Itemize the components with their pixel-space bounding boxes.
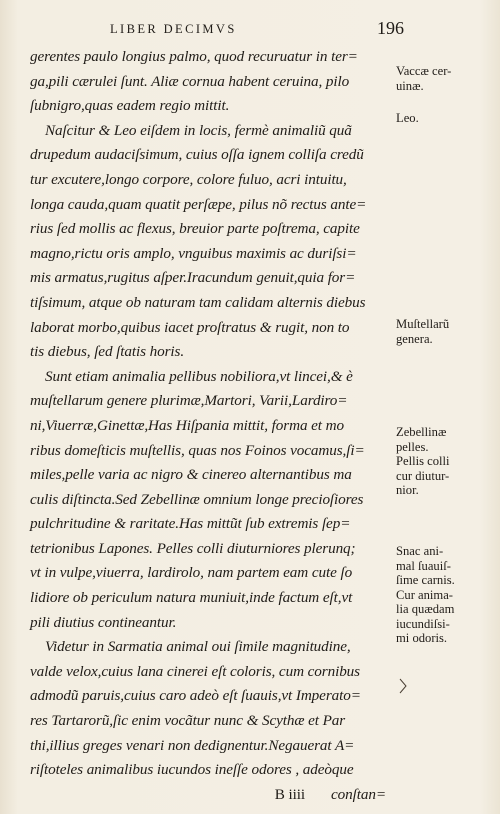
text-line: ſubnigro,quas eadem regio mittit.: [30, 97, 230, 115]
marginal-line: ſime carnis.: [396, 573, 455, 587]
text-line: valde velox,cuius lana cinerei eſt coloris, cum cornibus: [30, 662, 360, 680]
catchword: conſtan=: [330, 785, 386, 803]
text-line: res Tartarorũ,ſic enim vocãtur nunc & Scythæ et Par: [30, 712, 346, 730]
marginal-line: Leo.: [396, 111, 419, 125]
marginal-line: Zebellinæ: [396, 425, 447, 439]
running-head: LIBER DECIMVS: [110, 22, 237, 36]
text-line: lidiore ob periculum natura muniuit,inde factum eſt,vt: [30, 589, 353, 607]
text-line: thi,illius greges venari non dedignentur.Negauerat A=: [30, 736, 355, 754]
text-line: gerentes paulo longius palmo, quod recuruatur in ter=: [30, 48, 358, 65]
text-line: mis armatus,rugitus aſper.Iracundum genuit,quia for=: [30, 269, 356, 287]
text-line: tis diebus, ſed ſtatis horis.: [30, 343, 185, 361]
text-line: longa cauda,quam quatit perſæpe, pilus nõ rectus ante=: [30, 195, 367, 213]
marginal-note-leo: [396, 111, 419, 126]
text-line: laborat morbo,quibus iacet proſtratus & rugit, non to: [30, 318, 350, 336]
text-line: admodũ paruis,cuius caro adeò eſt ſuauis,vt Imperato=: [30, 687, 361, 705]
text-line: Naſcitur & Leo eiſdem in locis, fermè animaliũ quã: [45, 121, 352, 139]
marginal-line: Vaccæ cer-: [396, 64, 452, 78]
marginal-note-snac: [396, 544, 455, 646]
text-line: tur excutere,longo corpore, colore fuluo, acri intuitu,: [30, 170, 347, 188]
text-line: Videtur in Sarmatia animal oui ſimile magnitudine,: [45, 638, 351, 656]
page-number: 196: [377, 18, 404, 38]
text-line: riſtoteles animalibus iucundos ineſſe odores , adeòque: [30, 761, 354, 779]
marginal-line: uinæ.: [396, 78, 424, 93]
text-line: pulchritudine & raritate.Has mittũt ſub extremis ſep=: [30, 515, 351, 533]
text-line: pili diutius contineantur.: [30, 613, 177, 631]
marginal-line: Snac ani-: [396, 544, 444, 558]
marginal-line: Cur anima-: [396, 587, 454, 602]
text-line: miles,pelle varia ac nigro & cinereo alternantibus ma: [30, 466, 352, 484]
marginal-note-zebellinae: [396, 425, 450, 498]
text-line: muſtellarum genere plurimæ,Martori, Varii,Lardiro=: [30, 392, 348, 410]
pointing-mark-icon: [398, 678, 408, 698]
text-line: vt in vulpe,viuerra, lardirolo, nam partem eam cute ſo: [30, 564, 353, 582]
text-line: culis diſtincta.Sed Zebellinæ omnium longe precioſiores: [30, 490, 364, 508]
marginal-line: genera.: [396, 331, 433, 346]
text-line: tetrionibus Lapones. Pelles colli diuturniores plerunq;: [30, 539, 356, 557]
text-line: ni,Viuerræ,Ginettæ,Has Hiſpania mittit, forma et mo: [30, 416, 344, 434]
marginal-line: lia quædam: [396, 602, 455, 616]
text-line: magno,rictu oris amplo, vnguibus maximis ac duriſsi=: [30, 244, 357, 262]
marginal-line: mi odoris.: [396, 631, 448, 645]
marginal-line: pelles.: [396, 439, 429, 454]
text-line: tiſsimum, atque ob naturam tam calidam alternis diebus: [30, 293, 366, 311]
catchline: [30, 783, 400, 808]
text-line: ga,pili cærulei ſunt. Aliæ cornua habent ceruina, pilo: [30, 72, 350, 90]
signature-mark: B iiii: [274, 785, 305, 803]
marginal-line: mal ſuauiſ-: [396, 558, 451, 573]
marginal-note-mustellae: [396, 317, 449, 346]
text-line: ribus domeſticis muſtellis, quas nos Foinos vocamus,ſi=: [30, 441, 365, 459]
marginal-line: nior.: [396, 483, 419, 497]
marginal-note-vaccae: [396, 64, 451, 93]
page-header: [110, 18, 404, 38]
marginal-line: cur diutur-: [396, 468, 450, 483]
marginal-line: iucundiſsi-: [396, 616, 450, 631]
text-line: rius ſed mollis ac flexus, breuior parte poſtrema, capite: [30, 220, 360, 238]
text-line: Sunt etiam animalia pellibus nobiliora,vt lincei,& è: [45, 367, 353, 385]
text-line: drupedum audaciſsimum, cuius oſſa ignem colliſa credũ: [30, 146, 364, 164]
main-text: [30, 45, 400, 807]
marginal-line: Muſtellarũ: [396, 317, 450, 331]
marginal-line: Pellis colli: [396, 454, 450, 468]
